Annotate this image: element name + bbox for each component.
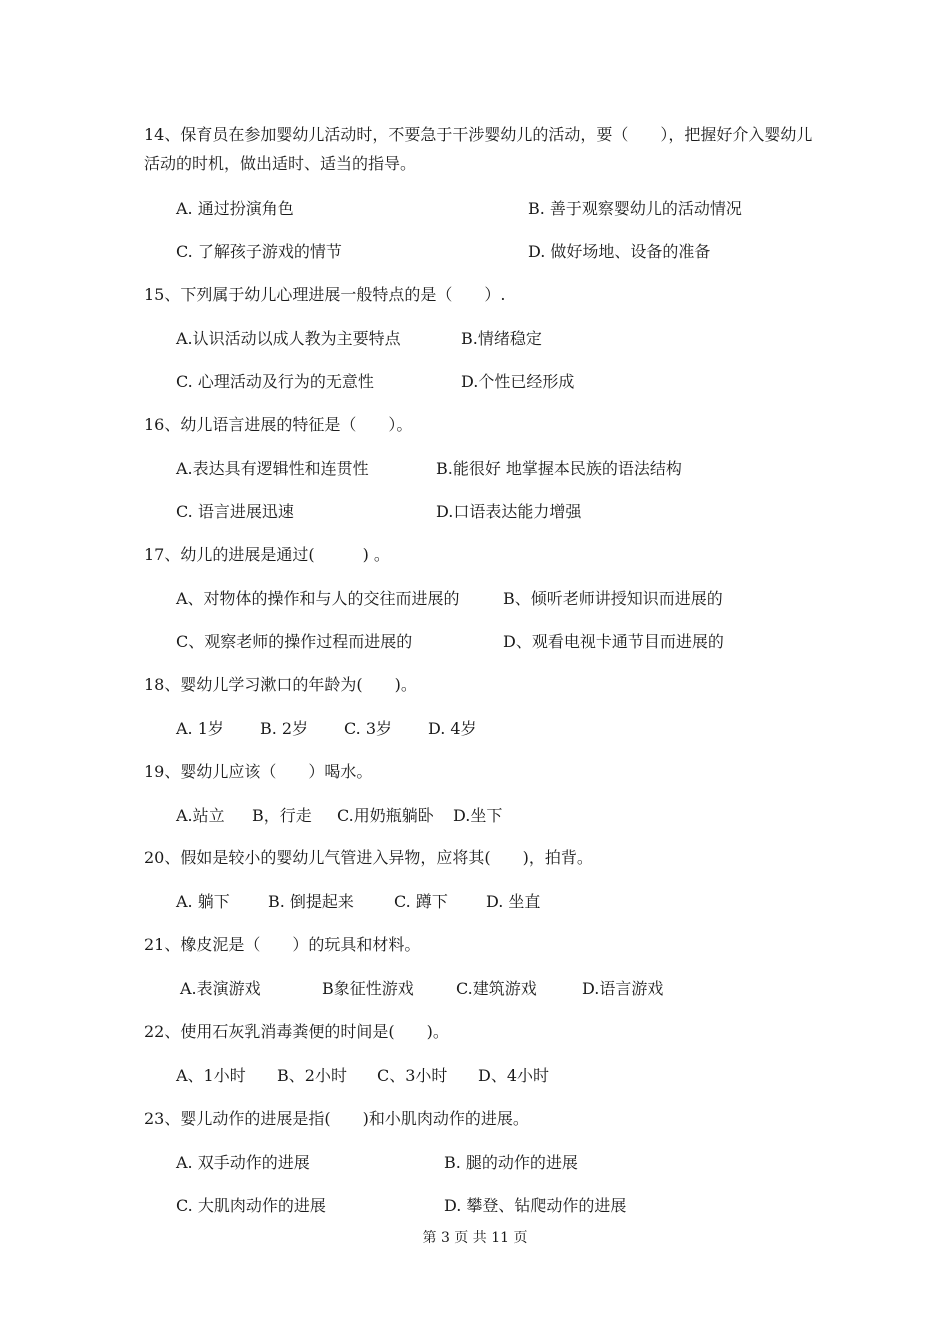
question-22-option-a: A、1小时 xyxy=(176,1066,246,1085)
question-23-stem: 23、婴儿动作的进展是指( )和小肌肉动作的进展。 xyxy=(144,1109,529,1128)
question-14-stem: 14、保育员在参加婴幼儿活动时，不要急于干涉婴幼儿的活动，要（ ），把握好介入婴幼儿活动的时机，做出适时、适当的指导。 xyxy=(144,125,813,173)
question-17-option-b: B、倾听老师讲授知识而进展的 xyxy=(503,589,723,608)
question-16-stem: 16、幼儿语言进展的特征是（ ）。 xyxy=(144,415,413,434)
question-15-option-d: D.个性已经形成 xyxy=(461,372,575,391)
question-19-option-c: C.用奶瓶躺卧 xyxy=(337,806,434,825)
question-14-option-a: A. 通过扮演角色 xyxy=(176,199,294,218)
question-22-option-b: B、2小时 xyxy=(277,1066,347,1085)
question-14-option-d: D. 做好场地、设备的准备 xyxy=(528,242,711,261)
question-17-stem: 17、幼儿的进展是通过( ) 。 xyxy=(144,545,390,564)
question-16-option-a: A.表达具有逻辑性和连贯性 xyxy=(176,459,369,478)
question-16-option-d: D.口语表达能力增强 xyxy=(436,502,582,521)
question-21-option-d: D.语言游戏 xyxy=(582,979,664,998)
question-18-option-c: C. 3岁 xyxy=(344,719,393,738)
question-15-option-a: A.认识活动以成人教为主要特点 xyxy=(176,329,401,348)
question-14-option-b: B. 善于观察婴幼儿的活动情况 xyxy=(528,199,742,218)
question-23-option-a: A. 双手动作的进展 xyxy=(176,1153,310,1172)
question-18-option-a: A. 1岁 xyxy=(176,719,224,738)
question-23-option-d: D. 攀登、钻爬动作的进展 xyxy=(444,1196,627,1215)
question-18-option-d: D. 4岁 xyxy=(428,719,477,738)
question-21-option-a: A.表演游戏 xyxy=(180,979,261,998)
question-20-option-a: A. 躺下 xyxy=(176,892,230,911)
question-19-stem: 19、婴幼儿应该（ ）喝水。 xyxy=(144,762,373,781)
question-19-option-a: A.站立 xyxy=(176,806,225,825)
question-20-option-c: C. 蹲下 xyxy=(394,892,448,911)
question-23-option-b: B. 腿的动作的进展 xyxy=(444,1153,578,1172)
question-20-option-b: B. 倒提起来 xyxy=(268,892,354,911)
question-19-option-b: B，行走 xyxy=(252,806,312,825)
question-18-option-b: B. 2岁 xyxy=(260,719,309,738)
question-15-stem: 15、下列属于幼儿心理进展一般特点的是（ ）. xyxy=(144,285,506,304)
question-21-option-b: B象征性游戏 xyxy=(322,979,414,998)
question-19-option-d: D.坐下 xyxy=(453,806,503,825)
question-20-stem: 20、假如是较小的婴幼儿气管进入异物，应将其( )，拍背。 xyxy=(144,848,593,867)
question-16-option-b: B.能很好 地掌握本民族的语法结构 xyxy=(436,459,682,478)
question-21-option-c: C.建筑游戏 xyxy=(456,979,537,998)
question-17-option-d: D、观看电视卡通节目而进展的 xyxy=(503,632,724,651)
question-22-stem: 22、使用石灰乳消毒粪便的时间是( )。 xyxy=(144,1022,449,1041)
question-22-option-c: C、3小时 xyxy=(377,1066,448,1085)
question-20-option-d: D. 坐直 xyxy=(486,892,541,911)
question-15-option-b: B.情绪稳定 xyxy=(461,329,542,348)
question-21-stem: 21、橡皮泥是（ ）的玩具和材料。 xyxy=(144,935,421,954)
question-16-option-c: C. 语言进展迅速 xyxy=(176,502,294,521)
question-17-option-a: A、对物体的操作和与人的交往而进展的 xyxy=(176,589,460,608)
question-17-option-c: C、观察老师的操作过程而进展的 xyxy=(176,632,413,651)
question-15-option-c: C. 心理活动及行为的无意性 xyxy=(176,372,374,391)
question-18-stem: 18、婴幼儿学习漱口的年龄为( )。 xyxy=(144,675,417,694)
question-22-option-d: D、4小时 xyxy=(478,1066,550,1085)
page-number-footer: 第 3 页 共 11 页 xyxy=(422,1230,528,1246)
question-14-option-c: C. 了解孩子游戏的情节 xyxy=(176,242,342,261)
question-23-option-c: C. 大肌肉动作的进展 xyxy=(176,1196,326,1215)
